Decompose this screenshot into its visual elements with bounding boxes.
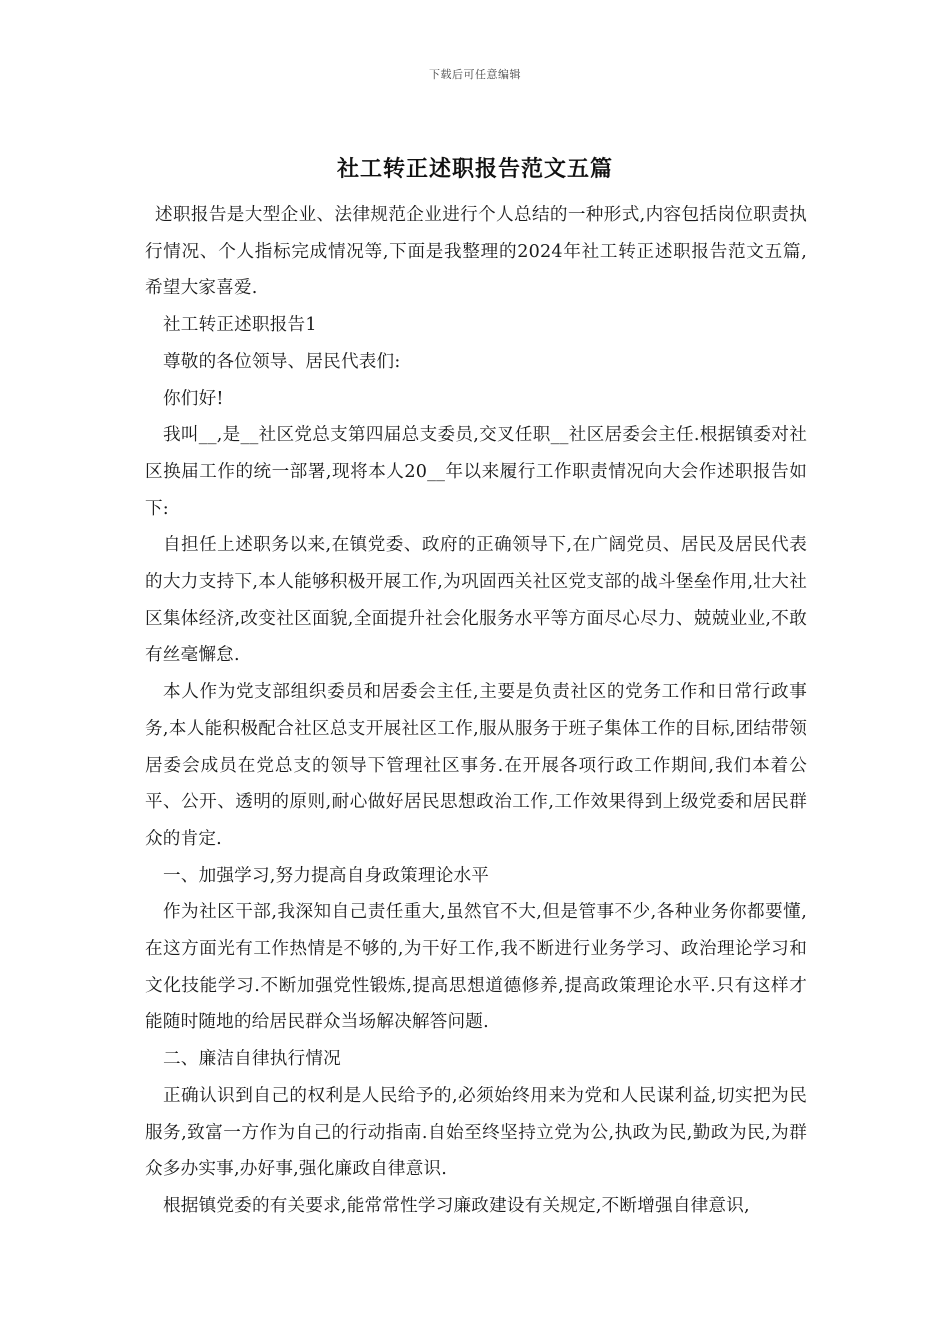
section-heading-report-1: 社工转正述职报告1 — [163, 315, 317, 336]
body-paragraph: 根据镇党委的有关要求,能常常性学习廉政建设有关规定,不断增强自律意识, — [163, 1195, 750, 1216]
intro-paragraph: 述职报告是大型企业、法律规范企业进行个人总结的一种形式,内容包括岗位职责执行情况、个人指标完成情况等,下面是我整理的2024年社工转正述职报告范文五篇,希望大家喜爱. — [145, 205, 807, 299]
body-paragraph: 自担任上述职务以来,在镇党委、政府的正确领导下,在广阔党员、居民及居民代表的大力支持下,本人能够积极开展工作,为巩固西关社区党支部的战斗堡垒作用,壮大社区集体经济,改变社区面貌,全面提升社会化服务水平等方面尽心尽力、兢兢业业,不敢有丝毫懈怠. — [145, 535, 807, 666]
body-paragraph: 正确认识到自己的权利是人民给予的,必须始终用来为党和人民谋利益,切实把为民服务,致富一方作为自己的行动指南.自始至终坚持立党为公,执政为民,勤政为民,为群众多办实事,办好事,强化廉政自律意识. — [145, 1085, 807, 1180]
subheading-study: 一、加强学习,努力提高自身政策理论水平 — [163, 865, 490, 886]
greeting: 你们好! — [163, 388, 224, 409]
salutation: 尊敬的各位领导、居民代表们: — [163, 351, 401, 372]
document-title: 社工转正述职报告范文五篇 — [336, 156, 613, 182]
body-paragraph: 我叫__,是__社区党总支第四届总支委员,交叉任职__社区居委会主任.根据镇委对社区换届工作的统一部署,现将本人20__年以来履行工作职责情况向大会作述职报告如下: — [145, 425, 807, 519]
body-paragraph: 本人作为党支部组织委员和居委会主任,主要是负责社区的党务工作和日常行政事务,本人能积极配合社区总支开展社区工作,服从服务于班子集体工作的目标,团结带领居委会成员在党总支的领导下管理社区事务.在开展各项行政工作期间,我们本着公平、公开、透明的原则,耐心做好居民思想政治工作,工作效果得到上级党委和居民群众的肯定. — [145, 682, 807, 849]
subheading-integrity: 二、廉洁自律执行情况 — [163, 1049, 341, 1070]
document-body — [145, 197, 807, 1225]
page-header-note: 下载后可任意编辑 — [429, 68, 521, 81]
body-paragraph: 作为社区干部,我深知自己责任重大,虽然官不大,但是管事不少,各种业务你都要懂,在这方面光有工作热情是不够的,为干好工作,我不断进行业务学习、政治理论学习和文化技能学习.不断加强党性锻炼,提高思想道德修养,提高政策理论水平.只有这样才能随时随地的给居民群众当场解决解答问题. — [145, 902, 807, 1033]
